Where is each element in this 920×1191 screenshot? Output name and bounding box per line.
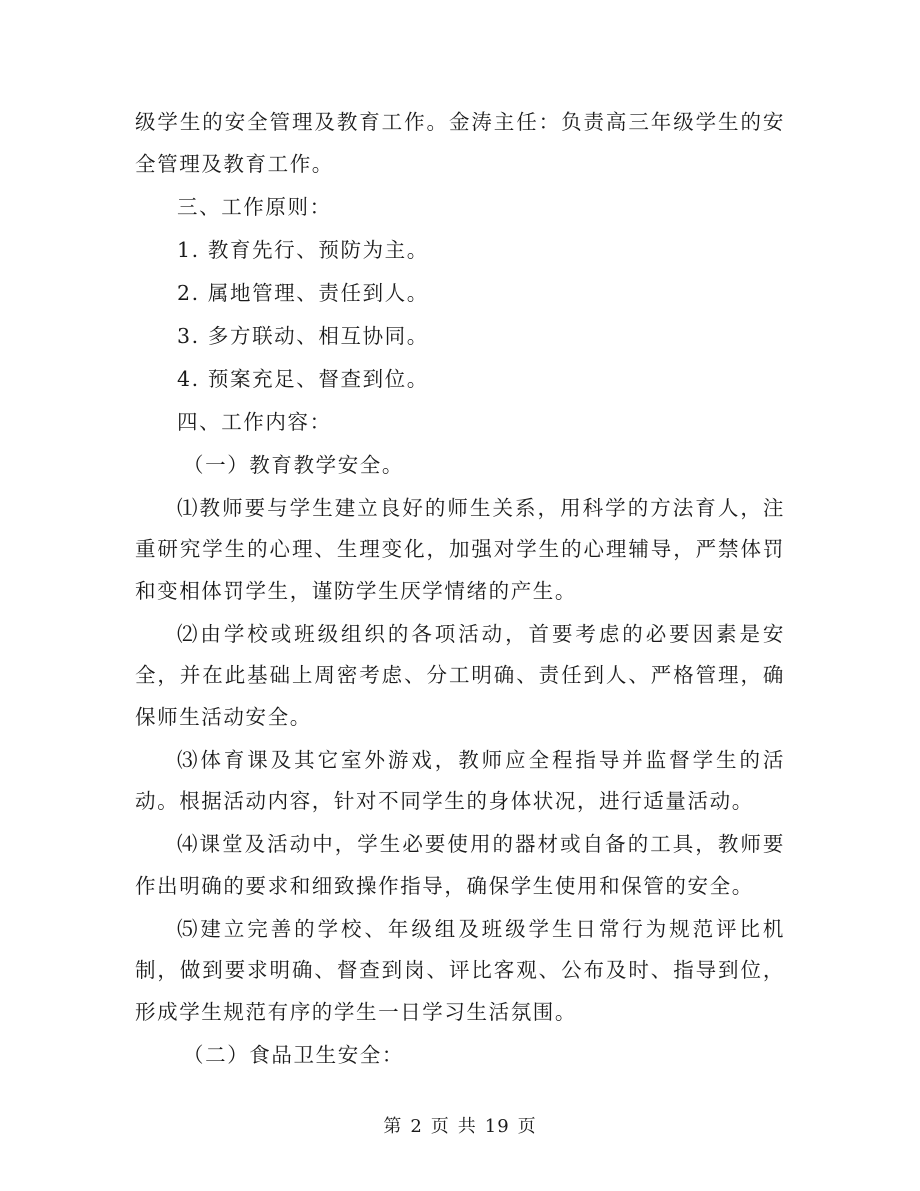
- paragraph-continued: 级学生的安全管理及教育工作。金涛主任：负责高三年级学生的安全管理及教育工作。: [135, 110, 785, 176]
- content-item-5: ⑸建立完善的学校、年级组及班级学生日常行为规范评比机制，做到要求明确、督查到岗、评比客观、公布及时、指导到位，形成学生规范有序的学生一日学习生活氛围。: [135, 916, 785, 1024]
- content-item-4: ⑷课堂及活动中，学生必要使用的器材或自备的工具，教师要作出明确的要求和细致操作指导，确保学生使用和保管的安全。: [135, 832, 785, 898]
- footer-total-unit: 页: [517, 1116, 537, 1137]
- subsection-heading-food-safety: （二）食品卫生安全：: [183, 1042, 404, 1067]
- document-body: [135, 102, 785, 1076]
- section-heading-content: 四、工作内容：: [177, 409, 332, 434]
- page-footer: [0, 1112, 920, 1138]
- content-item-1: ⑴教师要与学生建立良好的师生关系，用科学的方法育人，注重研究学生的心理、生理变化，加强对学生的心理辅导，严禁体罚和变相体罚学生，谨防学生厌学情绪的产生。: [135, 495, 785, 603]
- principle-item-1: 1. 教育先行、预防为主。: [177, 237, 429, 262]
- footer-prefix: 第: [383, 1116, 403, 1137]
- content-item-3: ⑶体育课及其它室外游戏，教师应全程指导并监督学生的活动。根据活动内容，针对不同学生的身体状况，进行适量活动。: [135, 747, 785, 813]
- principle-item-2: 2. 属地管理、责任到人。: [177, 280, 429, 305]
- content-item-2: ⑵由学校或班级组织的各项活动，首要考虑的必要因素是安全，并在此基础上周密考虑、分工明确、责任到人、严格管理，确保师生活动安全。: [135, 621, 785, 729]
- principle-item-3: 3. 多方联动、相互协同。: [177, 323, 429, 348]
- footer-page-unit: 页: [430, 1116, 450, 1137]
- footer-total-label: 共: [457, 1116, 477, 1137]
- subsection-heading-teaching-safety: （一）教育教学安全。: [183, 452, 404, 477]
- footer-current-page: 2: [410, 1116, 423, 1137]
- footer-total-pages: 19: [484, 1116, 510, 1137]
- principle-item-4: 4. 预案充足、督查到位。: [177, 366, 429, 391]
- section-heading-principles: 三、工作原则：: [177, 194, 332, 219]
